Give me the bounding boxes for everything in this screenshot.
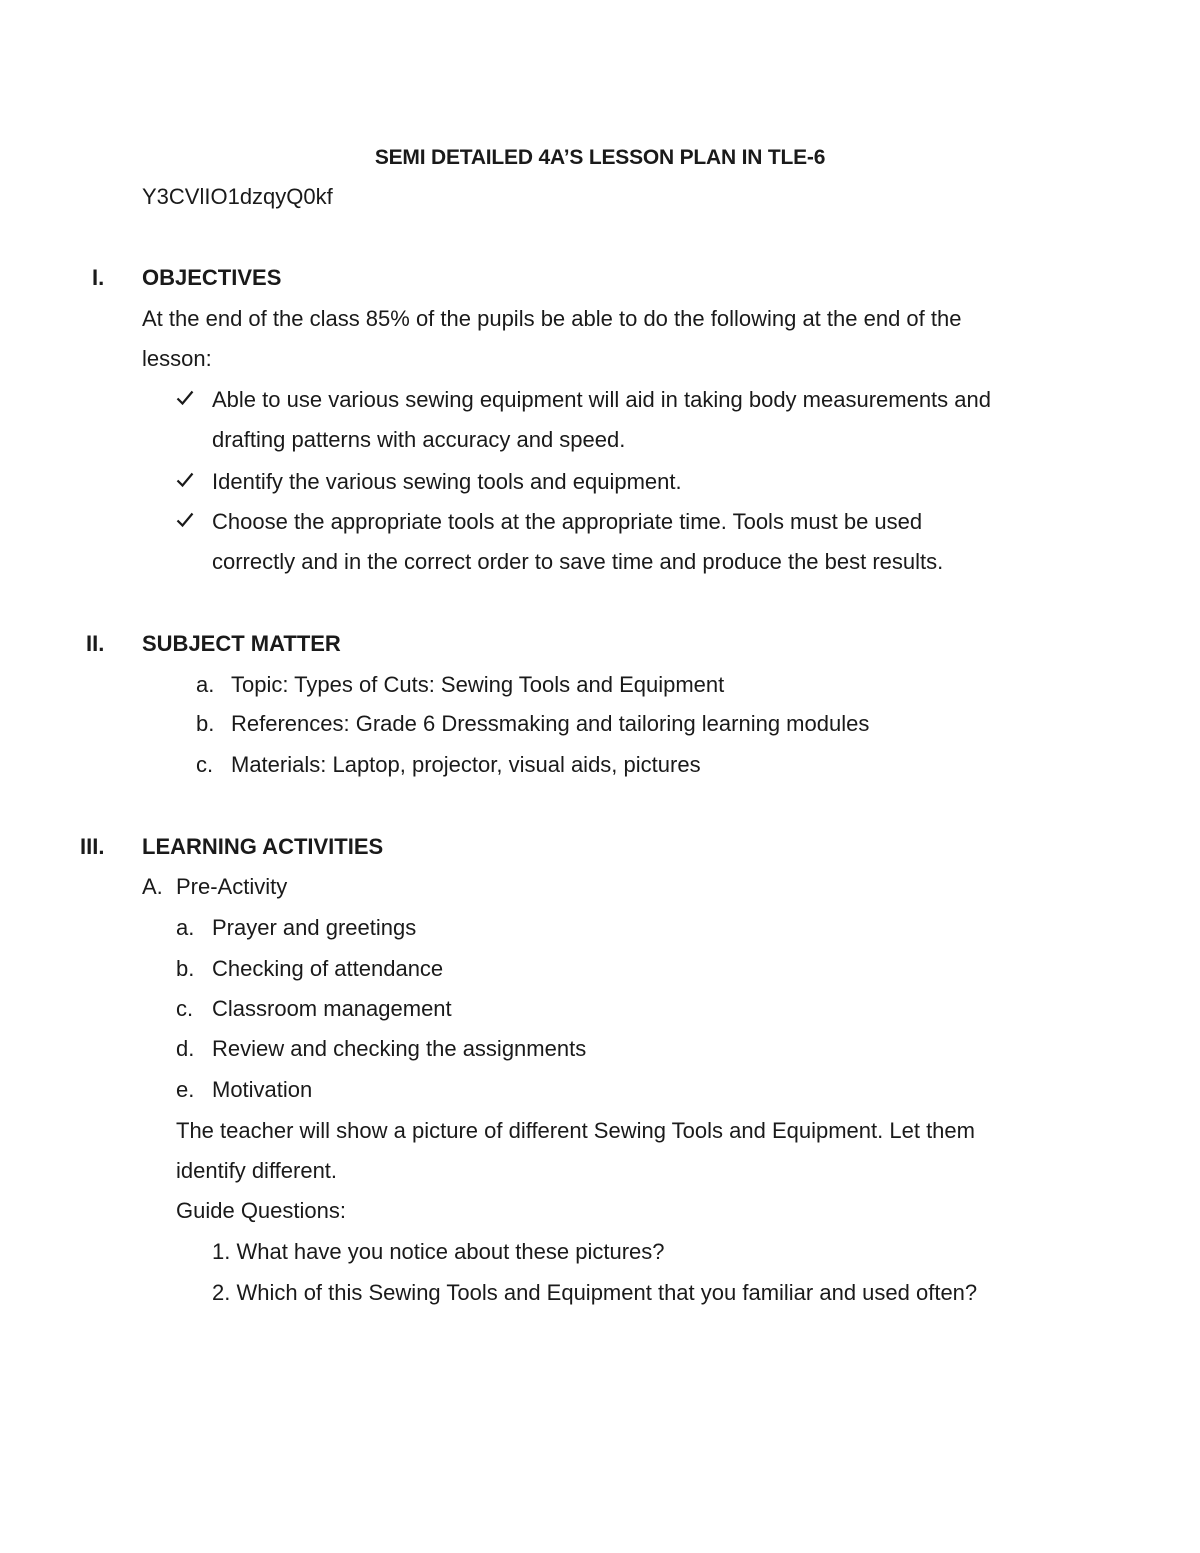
section-heading-learning-activities: LEARNING ACTIVITIES xyxy=(142,834,384,859)
section-heading-objectives: OBJECTIVES xyxy=(142,265,282,290)
pre-activity-label: Pre-Activity xyxy=(176,874,288,899)
objective-item-1-line2: drafting patterns with accuracy and speed. xyxy=(212,427,626,452)
pre-activity-item: Classroom management xyxy=(212,996,452,1021)
subject-item-marker: b. xyxy=(196,711,215,736)
checkmark-icon xyxy=(176,512,194,528)
checkmark-icon xyxy=(176,390,194,406)
motivation-text-line2: identify different. xyxy=(176,1158,338,1183)
pre-activity-item-marker: c. xyxy=(176,996,194,1021)
motivation-text-line1: The teacher will show a picture of different Sewing Tools and Equipment. Let them xyxy=(176,1118,975,1143)
objective-item-1-line1: Able to use various sewing equipment will aid in taking body measurements and xyxy=(212,387,991,412)
pre-activity-marker: A. xyxy=(142,874,163,899)
subject-item-marker: c. xyxy=(196,752,214,777)
document-code: Y3CVlIO1dzqyQ0kf xyxy=(142,184,333,209)
objective-item-3-line1: Choose the appropriate tools at the appropriate time. Tools must be used xyxy=(212,509,923,534)
subject-item-marker: a. xyxy=(196,672,215,697)
section-heading-subject-matter: SUBJECT MATTER xyxy=(142,631,341,656)
section-numeral-subject-matter: II. xyxy=(86,631,105,656)
pre-activity-item: Checking of attendance xyxy=(212,956,444,981)
objectives-intro-line1: At the end of the class 85% of the pupils be able to do the following at the end of the xyxy=(142,306,962,331)
subject-item-topic: Topic: Types of Cuts: Sewing Tools and Equipment xyxy=(231,672,725,697)
pre-activity-item-marker: d. xyxy=(176,1036,195,1061)
pre-activity-item-marker: e. xyxy=(176,1077,195,1102)
subject-item-references: References: Grade 6 Dressmaking and tailoring learning modules xyxy=(231,711,870,736)
guide-questions-label: Guide Questions: xyxy=(176,1198,346,1223)
section-numeral-objectives: I. xyxy=(92,265,105,290)
pre-activity-item: Review and checking the assignments xyxy=(212,1036,587,1061)
guide-question: 1. What have you notice about these pictures? xyxy=(212,1239,665,1264)
pre-activity-item-marker: a. xyxy=(176,915,195,940)
pre-activity-item: Motivation xyxy=(212,1077,313,1102)
subject-item-materials: Materials: Laptop, projector, visual aids, pictures xyxy=(231,752,701,777)
document-title: SEMI DETAILED 4A’S LESSON PLAN IN TLE-6 xyxy=(374,146,826,169)
guide-question: 2. Which of this Sewing Tools and Equipment that you familiar and used often? xyxy=(212,1280,978,1305)
pre-activity-item: Prayer and greetings xyxy=(212,915,417,940)
objective-item-2-line1: Identify the various sewing tools and equipment. xyxy=(212,469,682,494)
objective-item-3-line2: correctly and in the correct order to save time and produce the best results. xyxy=(212,549,944,574)
section-numeral-learning-activities: III. xyxy=(80,834,105,859)
checkmark-icon xyxy=(176,472,194,488)
objectives-intro-line2: lesson: xyxy=(142,346,212,371)
pre-activity-item-marker: b. xyxy=(176,956,195,981)
